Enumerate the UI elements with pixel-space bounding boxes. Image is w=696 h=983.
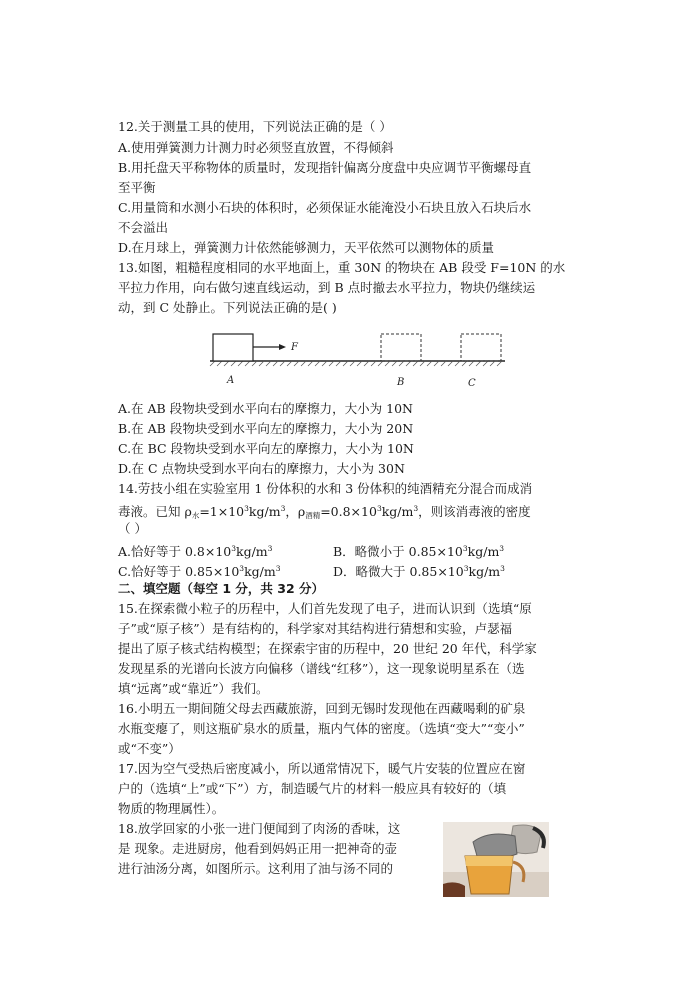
q13-figure xyxy=(205,326,515,392)
q18-line3: 进行油汤分离，如图所示。这利用了油与汤不同的 xyxy=(118,861,394,876)
q15-line5: 填“远离”或“靠近”）我们。 xyxy=(118,681,269,696)
q17-line2: 户的（选填“上”或“下”）方，制造暖气片的材料一般应具有较好的（填 xyxy=(118,781,507,796)
q15-line2: 子”或“原子核”）是有结构的，科学家对其结构进行猜想和实验，卢瑟福 xyxy=(118,621,513,636)
section-fill-in-title: 二、填空题（每空 1 分，共 32 分） xyxy=(118,581,325,596)
block-at-c xyxy=(461,334,501,361)
q13-option-b: B.在 AB 段物块受到水平向左的摩擦力，大小为 20N xyxy=(118,421,414,436)
q13-option-c: C.在 BC 段物块受到水平向左的摩擦力，大小为 10N xyxy=(118,441,414,456)
q13-stem-line3: 动，到 C 处静止。下列说法正确的是( ) xyxy=(118,300,337,315)
force-arrow xyxy=(253,344,286,350)
q14-option-b: B．略微小于 $0.85\times 10^3kg/m^3$ xyxy=(333,544,505,559)
q15-line4: 发现星系的光谱向长波方向偏移（谱线“红移”），这一现象说明星系在（选 xyxy=(118,661,525,676)
q14-option-c: C.恰好等于 $0.85\times 10^3kg/m^3$ xyxy=(118,564,281,579)
q17-line1: 17.因为空气受热后密度减小，所以通常情况下，暖气片安装的位置应在窗 xyxy=(118,761,526,776)
oil-soup-separator-photo xyxy=(443,822,549,897)
q13-option-a: A.在 AB 段物块受到水平向右的摩擦力，大小为 10N xyxy=(118,401,413,416)
label-b: B xyxy=(397,377,405,388)
q12-option-c-line1: C.用量筒和水测小石块的体积时，必须保证水能淹没小石块且放入石块后水 xyxy=(118,200,532,215)
q14-stem-line1: 14.劳技小组在实验室用 1 份体积的水和 3 份体积的纯酒精充分混合而成消 xyxy=(118,481,533,496)
q12-option-b-line2: 至平衡 xyxy=(118,180,156,195)
label-c: C xyxy=(468,378,476,389)
q18-line1: 18.放学回家的小张一进门便闻到了肉汤的香味，这 xyxy=(118,821,401,836)
q16-line2: 水瓶变瘪了，则这瓶矿泉水的质量，瓶内气体的密度。（选填“变大”“变小” xyxy=(118,721,525,736)
q13-stem-line1: 13.如图，粗糙程度相同的水平地面上，重 30N 的物块在 AB 段受 F=10N 的水 xyxy=(118,260,566,275)
q13-stem-line2: 平拉力作用，向右做匀速直线运动，到 B 点时撤去水平拉力，物块仍继续运 xyxy=(118,280,536,295)
q18-line2: 是 现象。走进厨房，他看到妈妈正用一把神奇的壶 xyxy=(118,841,397,856)
q15-line3: 提出了原子核式结构模型；在探索宇宙的历程中，20 世纪 20 年代，科学家 xyxy=(118,641,537,656)
q12-option-c-line2: 不会溢出 xyxy=(118,220,169,235)
q16-line1: 16.小明五一期间随父母去西藏旅游，回到无锡时发现他在西藏喝剩的矿泉 xyxy=(118,701,526,716)
label-a: A xyxy=(227,375,235,386)
q14-stem-line2: 毒液。已知 $\rho_水=1\times 10^3kg/m^3$，$\rho_{酒精}=0.8\times 10^3kg/m^3$，则该消毒液的密度 xyxy=(118,504,531,520)
label-f: F xyxy=(291,342,298,353)
q12-option-b-line1: B.用托盘天平称物体的质量时，发现指针偏离分度盘中央应调节平衡螺母直 xyxy=(118,160,532,175)
q12-option-a: A.使用弹簧测力计测力时必须竖直放置，不得倾斜 xyxy=(118,140,394,155)
q14-stem-line3: （ ） xyxy=(118,521,147,536)
q15-line1: 15.在探索微小粒子的历程中，人们首先发现了电子，进而认识到（选填“原 xyxy=(118,601,532,616)
q16-line3: 或“不变”） xyxy=(118,741,181,756)
q14-option-d: D．略微大于 $0.85\times 10^3kg/m^3$ xyxy=(333,564,505,579)
block-at-b xyxy=(381,334,421,361)
q13-option-d: D.在 C 点物块受到水平向右的摩擦力，大小为 30N xyxy=(118,461,405,476)
ground-hatching xyxy=(210,361,505,366)
block-at-a xyxy=(213,334,253,361)
q12-option-d: D.在月球上，弹簧测力计依然能够测力，天平依然可以测物体的质量 xyxy=(118,240,495,255)
q14-option-a: A.恰好等于 $0.8\times 10^3kg/m^3$ xyxy=(118,544,273,559)
q17-line3: 物质的物理属性）。 xyxy=(118,801,225,816)
q12-stem: 12.关于测量工具的使用，下列说法正确的是（ ） xyxy=(118,119,392,134)
